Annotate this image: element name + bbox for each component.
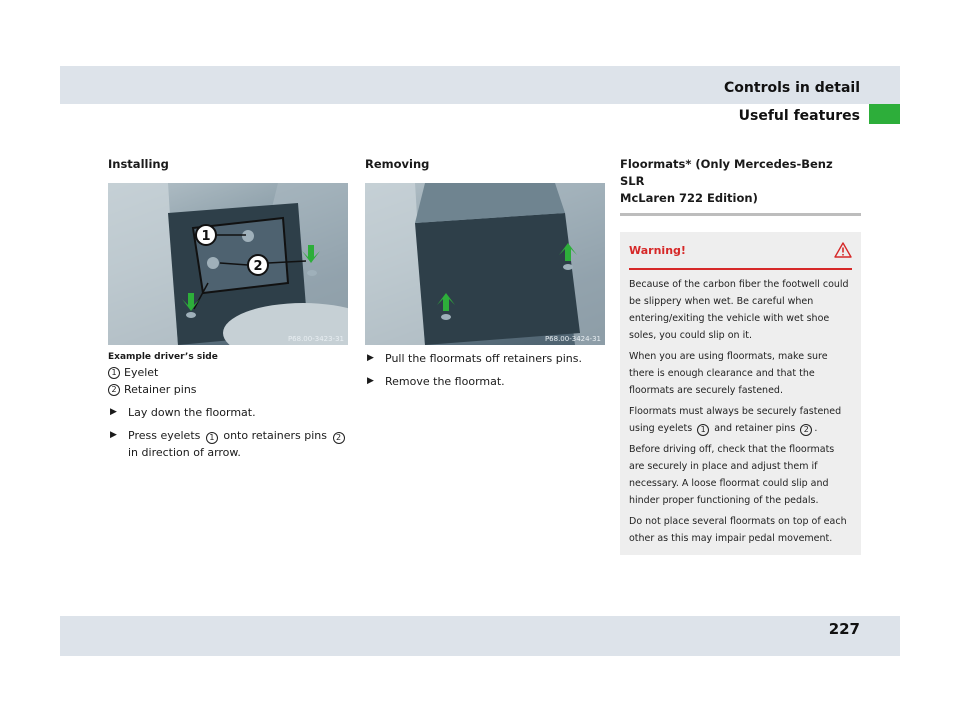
floormats-heading: Floormats* (Only Mercedes-Benz SLR McLaren 722 Edition) — [620, 156, 861, 216]
legend-item-eyelet — [108, 364, 350, 381]
step-text: Press eyelets 1 onto retainers pins 2 in direction of arrow. — [128, 427, 350, 461]
step-text: Lay down the floormat. — [128, 406, 256, 419]
warning-header — [629, 232, 852, 270]
installing-photo — [108, 183, 348, 345]
page-number: 227 — [828, 620, 860, 638]
legend-item-retainer-pins — [108, 381, 350, 398]
triangle-right-icon: ▶ — [110, 430, 117, 440]
section-title: Useful features — [738, 108, 860, 124]
removing-step-2 — [365, 373, 605, 390]
removing-step-1 — [365, 350, 605, 367]
removing-column — [365, 156, 605, 390]
number-badge: 1 — [108, 367, 120, 379]
warning-paragraph: Because of the carbon fiber the footwell could be slippery when wet. Be careful when entering/exiting the vehicle with wet shoe soles, you could slip on it. — [629, 279, 849, 341]
floormats-column — [620, 156, 861, 555]
section-tab — [869, 104, 900, 124]
triangle-right-icon: ▶ — [367, 353, 374, 363]
number-badge: 2 — [800, 424, 812, 436]
warning-paragraph: When you are using floormats, make sure there is enough clearance and that the floormats are securely fastened. — [629, 351, 828, 396]
number-badge: 2 — [333, 432, 345, 444]
installing-heading: Installing — [108, 157, 169, 171]
installing-step-2 — [108, 427, 350, 461]
warning-triangle-icon — [834, 242, 852, 258]
step-text: Remove the floormat. — [385, 375, 505, 388]
number-badge: 2 — [108, 384, 120, 396]
warning-box — [620, 232, 861, 555]
footer-band — [60, 616, 900, 656]
number-badge: 1 — [697, 424, 709, 436]
warning-paragraph: Do not place several floormats on top of each other as this may impair pedal movement. — [629, 516, 847, 544]
photo-code: P68.00-3423-31 — [287, 335, 344, 343]
installing-column — [108, 156, 350, 461]
svg-text:2: 2 — [253, 259, 263, 274]
triangle-right-icon: ▶ — [367, 376, 374, 386]
removing-heading: Removing — [365, 157, 430, 171]
number-badge: 1 — [206, 432, 218, 444]
triangle-right-icon: ▶ — [110, 407, 117, 417]
step-text: Pull the floormats off retainers pins. — [385, 352, 582, 365]
warning-paragraph: Before driving off, check that the floormats are securely in place and adjust them if necessary. A loose floormat could slip and hinder proper functioning of the pedals. — [629, 444, 835, 506]
svg-text:1: 1 — [201, 229, 211, 244]
photo-code: P68.00-3424-31 — [544, 335, 601, 343]
legend-label: Eyelet — [124, 366, 159, 379]
legend-label: Retainer pins — [124, 383, 197, 396]
installing-photo-illustration — [108, 183, 348, 345]
warning-title: Warning! — [629, 243, 686, 257]
warning-paragraph: Floormats must always be securely fastened using eyelets 1 and retainer pins 2 . — [629, 406, 842, 434]
removing-photo — [365, 183, 605, 345]
installing-step-1 — [108, 404, 350, 421]
photo-caption: Example driver’s side — [108, 352, 218, 362]
chapter-title: Controls in detail — [724, 80, 860, 96]
removing-photo-illustration — [365, 183, 605, 345]
